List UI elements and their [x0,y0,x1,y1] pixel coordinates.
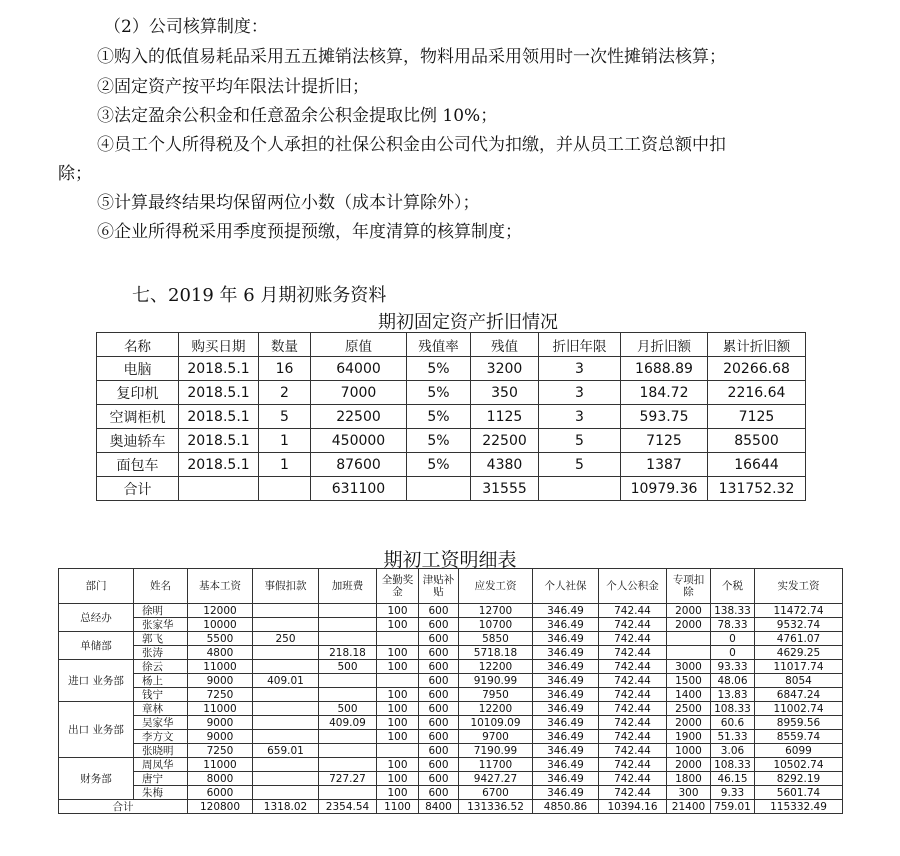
salary-cell: 600 [419,632,459,646]
salary-cell: 100 [377,716,419,730]
salary-row [59,660,843,674]
salary-row [59,702,843,716]
policy-item-4-cont: 除； [58,164,92,184]
salary-cell: 108.33 [711,702,755,716]
salary-cell: 600 [419,702,459,716]
employee-name-cell: 李方文 [134,730,188,744]
accounting-heading: （2）公司核算制度： [104,17,268,37]
salary-cell: 93.33 [711,660,755,674]
salary-cell: 742.44 [599,660,667,674]
salary-cell: 11017.74 [755,660,843,674]
asset-cell: 184.72 [621,381,708,405]
asset-header-cell: 残值 [471,333,539,357]
asset-cell: 631100 [311,477,407,501]
salary-detail-table [58,568,843,814]
salary-cell: 11002.74 [755,702,843,716]
salary-cell: 2000 [667,716,711,730]
asset-cell: 64000 [311,357,407,381]
salary-cell: 9532.74 [755,618,843,632]
asset-header-cell: 月折旧额 [621,333,708,357]
salary-header-cell: 加班费 [319,569,377,604]
salary-cell: 727.27 [319,772,377,786]
salary-cell: 9.33 [711,786,755,800]
salary-cell: 12000 [188,604,253,618]
asset-cell: 3200 [471,357,539,381]
salary-row [59,604,843,618]
salary-cell [253,730,319,744]
asset-cell: 85500 [708,429,806,453]
salary-cell: 100 [377,772,419,786]
salary-cell [319,758,377,772]
asset-cell [259,477,311,501]
salary-cell [377,744,419,758]
salary-cell: 12700 [459,604,533,618]
salary-cell [319,632,377,646]
salary-cell: 11000 [188,702,253,716]
salary-cell [319,674,377,688]
salary-header-row [59,569,843,604]
asset-cell: 面包车 [97,453,179,477]
asset-cell: 电脑 [97,357,179,381]
asset-cell [407,477,471,501]
salary-cell: 8000 [188,772,253,786]
salary-cell: 100 [377,646,419,660]
salary-cell: 742.44 [599,688,667,702]
employee-name-cell: 唐宁 [134,772,188,786]
employee-name-cell: 郭飞 [134,632,188,646]
salary-cell: 1400 [667,688,711,702]
asset-cell: 1688.89 [621,357,708,381]
salary-header-cell: 个税 [711,569,755,604]
total-cell: 1318.02 [253,800,319,814]
salary-cell: 138.33 [711,604,755,618]
asset-cell: 2018.5.1 [179,357,259,381]
asset-cell: 16 [259,357,311,381]
salary-cell: 100 [377,618,419,632]
department-cell: 总经办 [59,604,134,632]
asset-cell [179,477,259,501]
salary-cell: 9427.27 [459,772,533,786]
salary-cell: 346.49 [533,646,599,660]
policy-item-5: ⑤计算最终结果均保留两位小数（成本计算除外）； [97,193,480,213]
asset-cell: 350 [471,381,539,405]
salary-cell: 100 [377,702,419,716]
salary-cell: 1900 [667,730,711,744]
policy-item-1: ①购入的低值易耗品采用五五摊销法核算，物料用品采用领用时一次性摊销法核算； [97,47,726,67]
salary-cell: 2500 [667,702,711,716]
asset-cell: 31555 [471,477,539,501]
total-cell: 21400 [667,800,711,814]
asset-cell: 450000 [311,429,407,453]
asset-cell: 空调柜机 [97,405,179,429]
salary-cell: 600 [419,786,459,800]
salary-cell [253,702,319,716]
asset-cell: 1 [259,429,311,453]
salary-cell [377,632,419,646]
salary-cell: 2000 [667,758,711,772]
salary-cell: 218.18 [319,646,377,660]
salary-cell: 742.44 [599,674,667,688]
salary-cell: 1800 [667,772,711,786]
asset-cell: 10979.36 [621,477,708,501]
salary-row [59,786,843,800]
salary-header-cell: 应发工资 [459,569,533,604]
asset-cell: 7125 [621,429,708,453]
total-cell: 4850.86 [533,800,599,814]
asset-cell: 1 [259,453,311,477]
salary-cell: 10000 [188,618,253,632]
salary-cell [253,758,319,772]
total-cell: 120800 [188,800,253,814]
salary-cell: 600 [419,772,459,786]
asset-cell: 合计 [97,477,179,501]
salary-cell: 600 [419,716,459,730]
salary-cell [253,646,319,660]
salary-cell: 742.44 [599,744,667,758]
total-label-cell: 合计 [59,800,188,814]
salary-cell: 48.06 [711,674,755,688]
total-cell: 759.01 [711,800,755,814]
salary-row [59,688,843,702]
asset-cell: 87600 [311,453,407,477]
salary-cell: 10700 [459,618,533,632]
salary-cell: 5850 [459,632,533,646]
employee-name-cell: 徐明 [134,604,188,618]
salary-cell: 12200 [459,660,533,674]
asset-cell: 5 [539,453,621,477]
salary-cell: 600 [419,688,459,702]
salary-cell: 300 [667,786,711,800]
salary-cell [319,618,377,632]
section-title: 七、2019 年 6 月期初账务资料 [132,285,387,306]
salary-cell: 600 [419,660,459,674]
salary-cell: 11000 [188,660,253,674]
salary-cell: 1000 [667,744,711,758]
salary-cell: 600 [419,646,459,660]
asset-cell: 7125 [708,405,806,429]
salary-cell: 346.49 [533,604,599,618]
asset-cell: 131752.32 [708,477,806,501]
salary-cell: 409.09 [319,716,377,730]
salary-cell: 100 [377,688,419,702]
salary-cell: 346.49 [533,786,599,800]
policy-item-4: ④员工个人所得税及个人承担的社保公积金由公司代为扣缴，并从员工工资总额中扣 [97,135,726,155]
total-cell: 131336.52 [459,800,533,814]
salary-cell: 100 [377,786,419,800]
employee-name-cell: 钱宁 [134,688,188,702]
salary-cell [253,772,319,786]
salary-cell: 4761.07 [755,632,843,646]
salary-cell: 742.44 [599,646,667,660]
salary-row [59,646,843,660]
salary-cell: 6000 [188,786,253,800]
salary-cell: 4629.25 [755,646,843,660]
salary-cell: 600 [419,618,459,632]
salary-cell: 742.44 [599,632,667,646]
salary-header-cell: 津贴补贴 [419,569,459,604]
salary-cell: 6099 [755,744,843,758]
salary-row [59,632,843,646]
salary-cell: 8559.74 [755,730,843,744]
salary-cell [319,730,377,744]
asset-cell: 2018.5.1 [179,381,259,405]
asset-cell: 7000 [311,381,407,405]
salary-row [59,730,843,744]
asset-cell: 2018.5.1 [179,429,259,453]
salary-cell: 100 [377,758,419,772]
salary-cell: 10502.74 [755,758,843,772]
salary-cell: 742.44 [599,716,667,730]
salary-cell: 346.49 [533,730,599,744]
salary-header-cell: 全勤奖金 [377,569,419,604]
salary-cell: 600 [419,730,459,744]
asset-cell: 复印机 [97,381,179,405]
asset-cell: 2018.5.1 [179,453,259,477]
asset-row [97,453,806,477]
salary-cell: 10109.09 [459,716,533,730]
salary-cell [253,660,319,674]
salary-cell: 5601.74 [755,786,843,800]
salary-cell: 346.49 [533,772,599,786]
salary-row [59,758,843,772]
salary-header-cell: 实发工资 [755,569,843,604]
asset-cell: 奥迪轿车 [97,429,179,453]
employee-name-cell: 张涛 [134,646,188,660]
salary-cell: 346.49 [533,688,599,702]
asset-row [97,477,806,501]
asset-row [97,381,806,405]
salary-header-cell: 部门 [59,569,134,604]
salary-cell [319,744,377,758]
salary-cell: 60.6 [711,716,755,730]
asset-header-row [97,333,806,357]
salary-cell: 346.49 [533,702,599,716]
salary-cell: 742.44 [599,604,667,618]
salary-cell: 46.15 [711,772,755,786]
salary-row [59,716,843,730]
total-cell: 115332.49 [755,800,843,814]
salary-cell: 742.44 [599,618,667,632]
policy-item-2: ②固定资产按平均年限法计提折旧； [97,77,369,97]
salary-cell: 100 [377,604,419,618]
total-cell: 2354.54 [319,800,377,814]
asset-cell: 5 [259,405,311,429]
salary-cell [319,604,377,618]
salary-total-row [59,800,843,814]
salary-cell [319,786,377,800]
salary-cell [319,688,377,702]
asset-cell: 5% [407,429,471,453]
asset-row [97,429,806,453]
salary-cell: 346.49 [533,758,599,772]
salary-cell: 346.49 [533,716,599,730]
salary-cell: 7250 [188,744,253,758]
asset-cell: 1125 [471,405,539,429]
salary-cell: 1500 [667,674,711,688]
policy-item-3: ③法定盈余公积金和任意盈余公积金提取比例 10%； [97,106,498,126]
department-cell: 进口 业务部 [59,660,134,702]
employee-name-cell: 朱梅 [134,786,188,800]
asset-cell: 3 [539,405,621,429]
salary-cell [253,604,319,618]
asset-header-cell: 购买日期 [179,333,259,357]
salary-header-cell: 事假扣款 [253,569,319,604]
salary-cell: 600 [419,674,459,688]
salary-header-cell: 个人社保 [533,569,599,604]
asset-cell: 2018.5.1 [179,405,259,429]
salary-cell [377,674,419,688]
salary-cell: 5500 [188,632,253,646]
salary-cell: 7950 [459,688,533,702]
salary-cell: 9700 [459,730,533,744]
salary-cell: 6700 [459,786,533,800]
asset-header-cell: 折旧年限 [539,333,621,357]
salary-cell [253,716,319,730]
salary-cell: 3000 [667,660,711,674]
employee-name-cell: 杨上 [134,674,188,688]
salary-cell: 100 [377,660,419,674]
salary-cell: 108.33 [711,758,755,772]
salary-cell: 11700 [459,758,533,772]
salary-cell: 9000 [188,674,253,688]
salary-cell: 742.44 [599,758,667,772]
asset-cell [539,477,621,501]
asset-cell: 22500 [471,429,539,453]
asset-cell: 5% [407,453,471,477]
asset-cell: 5% [407,381,471,405]
salary-cell: 742.44 [599,702,667,716]
salary-cell: 500 [319,702,377,716]
salary-header-cell: 姓名 [134,569,188,604]
asset-cell: 593.75 [621,405,708,429]
asset-cell: 20266.68 [708,357,806,381]
salary-cell: 78.33 [711,618,755,632]
salary-cell: 8959.56 [755,716,843,730]
asset-cell: 16644 [708,453,806,477]
salary-cell: 250 [253,632,319,646]
salary-cell [667,646,711,660]
asset-cell: 5% [407,405,471,429]
salary-cell: 2000 [667,618,711,632]
employee-name-cell: 徐云 [134,660,188,674]
asset-cell: 4380 [471,453,539,477]
asset-cell: 1387 [621,453,708,477]
employee-name-cell: 张家华 [134,618,188,632]
salary-cell: 346.49 [533,674,599,688]
salary-cell: 346.49 [533,660,599,674]
salary-header-cell: 个人公积金 [599,569,667,604]
asset-table-caption: 期初固定资产折旧情况 [378,312,558,333]
employee-name-cell: 周凤华 [134,758,188,772]
salary-header-cell: 专项扣除 [667,569,711,604]
salary-cell: 7250 [188,688,253,702]
salary-cell: 2000 [667,604,711,618]
salary-row [59,744,843,758]
salary-cell: 742.44 [599,772,667,786]
salary-row [59,674,843,688]
asset-header-cell: 累计折旧额 [708,333,806,357]
salary-cell: 742.44 [599,730,667,744]
salary-cell: 346.49 [533,632,599,646]
department-cell: 单储部 [59,632,134,660]
salary-cell: 51.33 [711,730,755,744]
policy-item-6: ⑥企业所得税采用季度预提预缴，年度清算的核算制度； [97,222,522,242]
asset-cell: 5% [407,357,471,381]
asset-cell: 5 [539,429,621,453]
salary-cell: 5718.18 [459,646,533,660]
salary-cell: 600 [419,758,459,772]
salary-cell: 0 [711,632,755,646]
asset-depreciation-table [96,332,806,501]
salary-cell: 9190.99 [459,674,533,688]
asset-cell: 22500 [311,405,407,429]
salary-cell: 346.49 [533,618,599,632]
salary-cell: 11472.74 [755,604,843,618]
salary-cell: 8054 [755,674,843,688]
salary-cell [253,786,319,800]
salary-cell: 600 [419,604,459,618]
asset-cell: 2216.64 [708,381,806,405]
salary-cell: 0 [711,646,755,660]
salary-header-cell: 基本工资 [188,569,253,604]
asset-row [97,405,806,429]
salary-table-caption: 期初工资明细表 [383,549,517,571]
asset-header-cell: 数量 [259,333,311,357]
asset-header-cell: 名称 [97,333,179,357]
salary-cell: 3.06 [711,744,755,758]
salary-cell: 4800 [188,646,253,660]
salary-cell: 13.83 [711,688,755,702]
salary-cell: 12200 [459,702,533,716]
salary-cell: 346.49 [533,744,599,758]
asset-cell: 3 [539,357,621,381]
asset-header-cell: 残值率 [407,333,471,357]
total-cell: 1100 [377,800,419,814]
salary-cell: 600 [419,744,459,758]
salary-cell: 500 [319,660,377,674]
salary-cell [667,632,711,646]
department-cell: 出口 业务部 [59,702,134,758]
salary-cell: 100 [377,730,419,744]
salary-row [59,618,843,632]
employee-name-cell: 吴家华 [134,716,188,730]
salary-cell: 11000 [188,758,253,772]
asset-row [97,357,806,381]
salary-cell: 742.44 [599,786,667,800]
employee-name-cell: 章林 [134,702,188,716]
asset-header-cell: 原值 [311,333,407,357]
employee-name-cell: 张晓明 [134,744,188,758]
salary-cell [253,618,319,632]
department-cell: 财务部 [59,758,134,800]
asset-cell: 2 [259,381,311,405]
salary-cell [253,688,319,702]
salary-cell: 9000 [188,716,253,730]
salary-cell: 9000 [188,730,253,744]
total-cell: 10394.16 [599,800,667,814]
salary-cell: 6847.24 [755,688,843,702]
total-cell: 8400 [419,800,459,814]
salary-cell: 7190.99 [459,744,533,758]
asset-cell: 3 [539,381,621,405]
salary-cell: 409.01 [253,674,319,688]
salary-row [59,772,843,786]
salary-cell: 659.01 [253,744,319,758]
salary-cell: 8292.19 [755,772,843,786]
